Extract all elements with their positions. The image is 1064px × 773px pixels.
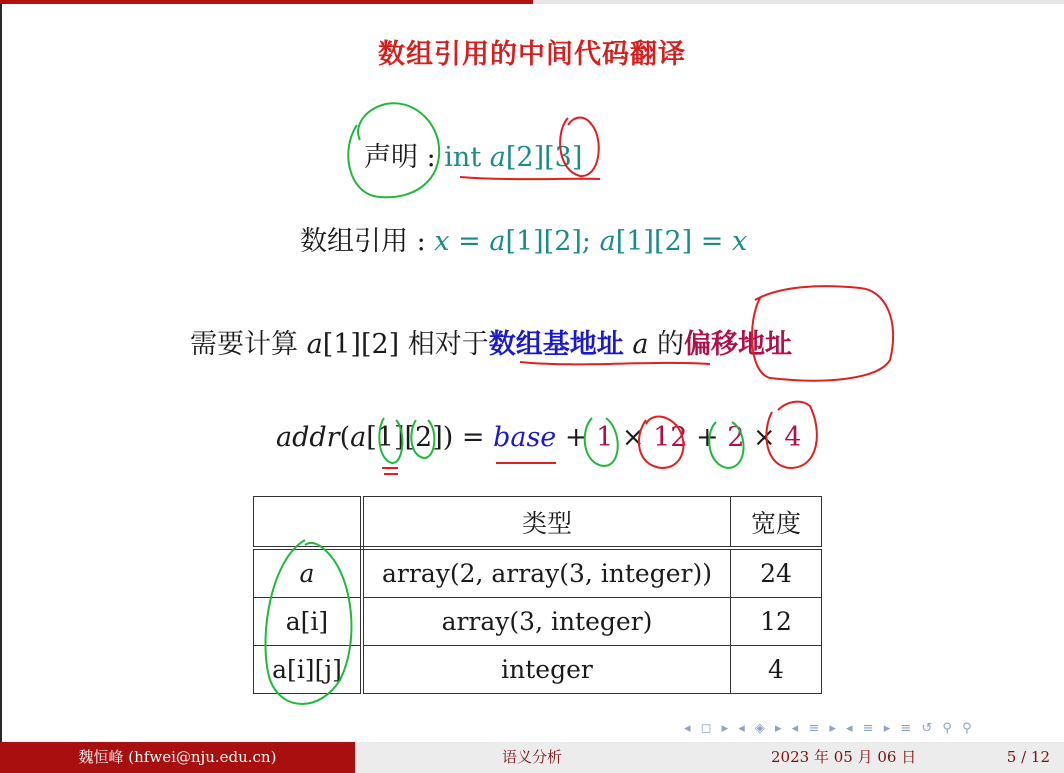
need-offset: 偏移地址 [684,329,793,360]
formula-times2: × [744,422,785,453]
formula-plus1: + [556,422,597,453]
decl-var: a [489,142,506,173]
formula-base: base [493,422,557,453]
table-cell-type: array(3, integer) [362,598,731,646]
table-cell-width: 24 [731,548,822,598]
footer-right [709,742,1064,773]
ink-underline-base [520,362,710,364]
need-pre: 需要计算 [190,329,307,360]
ref-x: x [434,226,450,257]
ink-dash-index1 [382,468,398,474]
beamer-nav-icons[interactable]: ◂ ◻ ▸ ◂ ◈ ▸ ◂ ≡ ▸ ◂ ≡ ▸ ≡ ↺ ⚲ ⚲ [684,721,975,736]
table-row [254,646,822,694]
footer-date: 2023 年 05 月 06 日 [771,748,917,766]
formula-n2: 2 [727,422,745,453]
table-cell-width: 12 [731,598,822,646]
ref-a2: a [599,226,616,257]
need-mid: 相对于 [407,329,489,360]
need-a2: a [623,329,658,360]
table-cell-name: a [254,548,363,598]
formula-idx: [1][2]) = [366,422,494,453]
table-cell-type: integer [362,646,731,694]
table-row [254,598,822,646]
table-header-cell [254,497,363,549]
formula-n4: 4 [784,422,802,453]
need-base: 数组基地址 [488,329,624,360]
formula-addr: addr [276,422,340,453]
formula-plus2: + [687,422,728,453]
decl-label: 声明 [364,142,418,173]
decl-keyword: int [444,142,490,173]
need-a: a [306,329,323,360]
progress-bar [0,0,1064,4]
ref-colon: : [416,226,426,257]
ref-a1: a [489,226,506,257]
ref-x2: x [732,226,748,257]
formula-line [276,422,801,453]
footer-page-number: 5 / 12 [1006,748,1050,766]
footer-section: 语义分析 [355,742,709,773]
reference-line [300,219,747,258]
ink-underline-decl [460,177,600,179]
formula-times1: × [613,422,654,453]
table-header-cell: 宽度 [731,497,822,549]
ref-label: 数组引用 [300,226,408,257]
progress-fill [0,0,533,4]
table-cell-width: 4 [731,646,822,694]
table-cell-name: a[i] [254,598,363,646]
window-edge [0,4,2,742]
slide-title: 数组引用的中间代码翻译 [378,39,686,70]
formula-a: a [350,422,367,453]
footer-author: 魏恒峰 (hfwei@nju.edu.cn) [0,742,355,773]
table-cell-type: array(2, array(3, integer)) [362,548,731,598]
formula-n1: 1 [596,422,614,453]
formula-open: ( [339,422,351,453]
decl-dims: [2][3] [505,142,583,173]
decl-colon: : [426,142,436,173]
need-line [190,322,792,361]
need-idx: [1][2] [322,329,408,360]
need-de: 的 [657,329,685,360]
table-header-cell: 类型 [362,497,731,549]
declaration-line [364,135,582,174]
ref-idx1: [1][2]; [505,226,600,257]
type-width-table [253,496,822,694]
table-row [254,548,822,598]
footer [0,742,1064,773]
table-cell-name: a[i][j] [254,646,363,694]
ref-eq: = [449,226,490,257]
formula-n12: 12 [653,422,688,453]
ref-idx2: [1][2] = [615,226,732,257]
table-header-row [254,497,822,549]
